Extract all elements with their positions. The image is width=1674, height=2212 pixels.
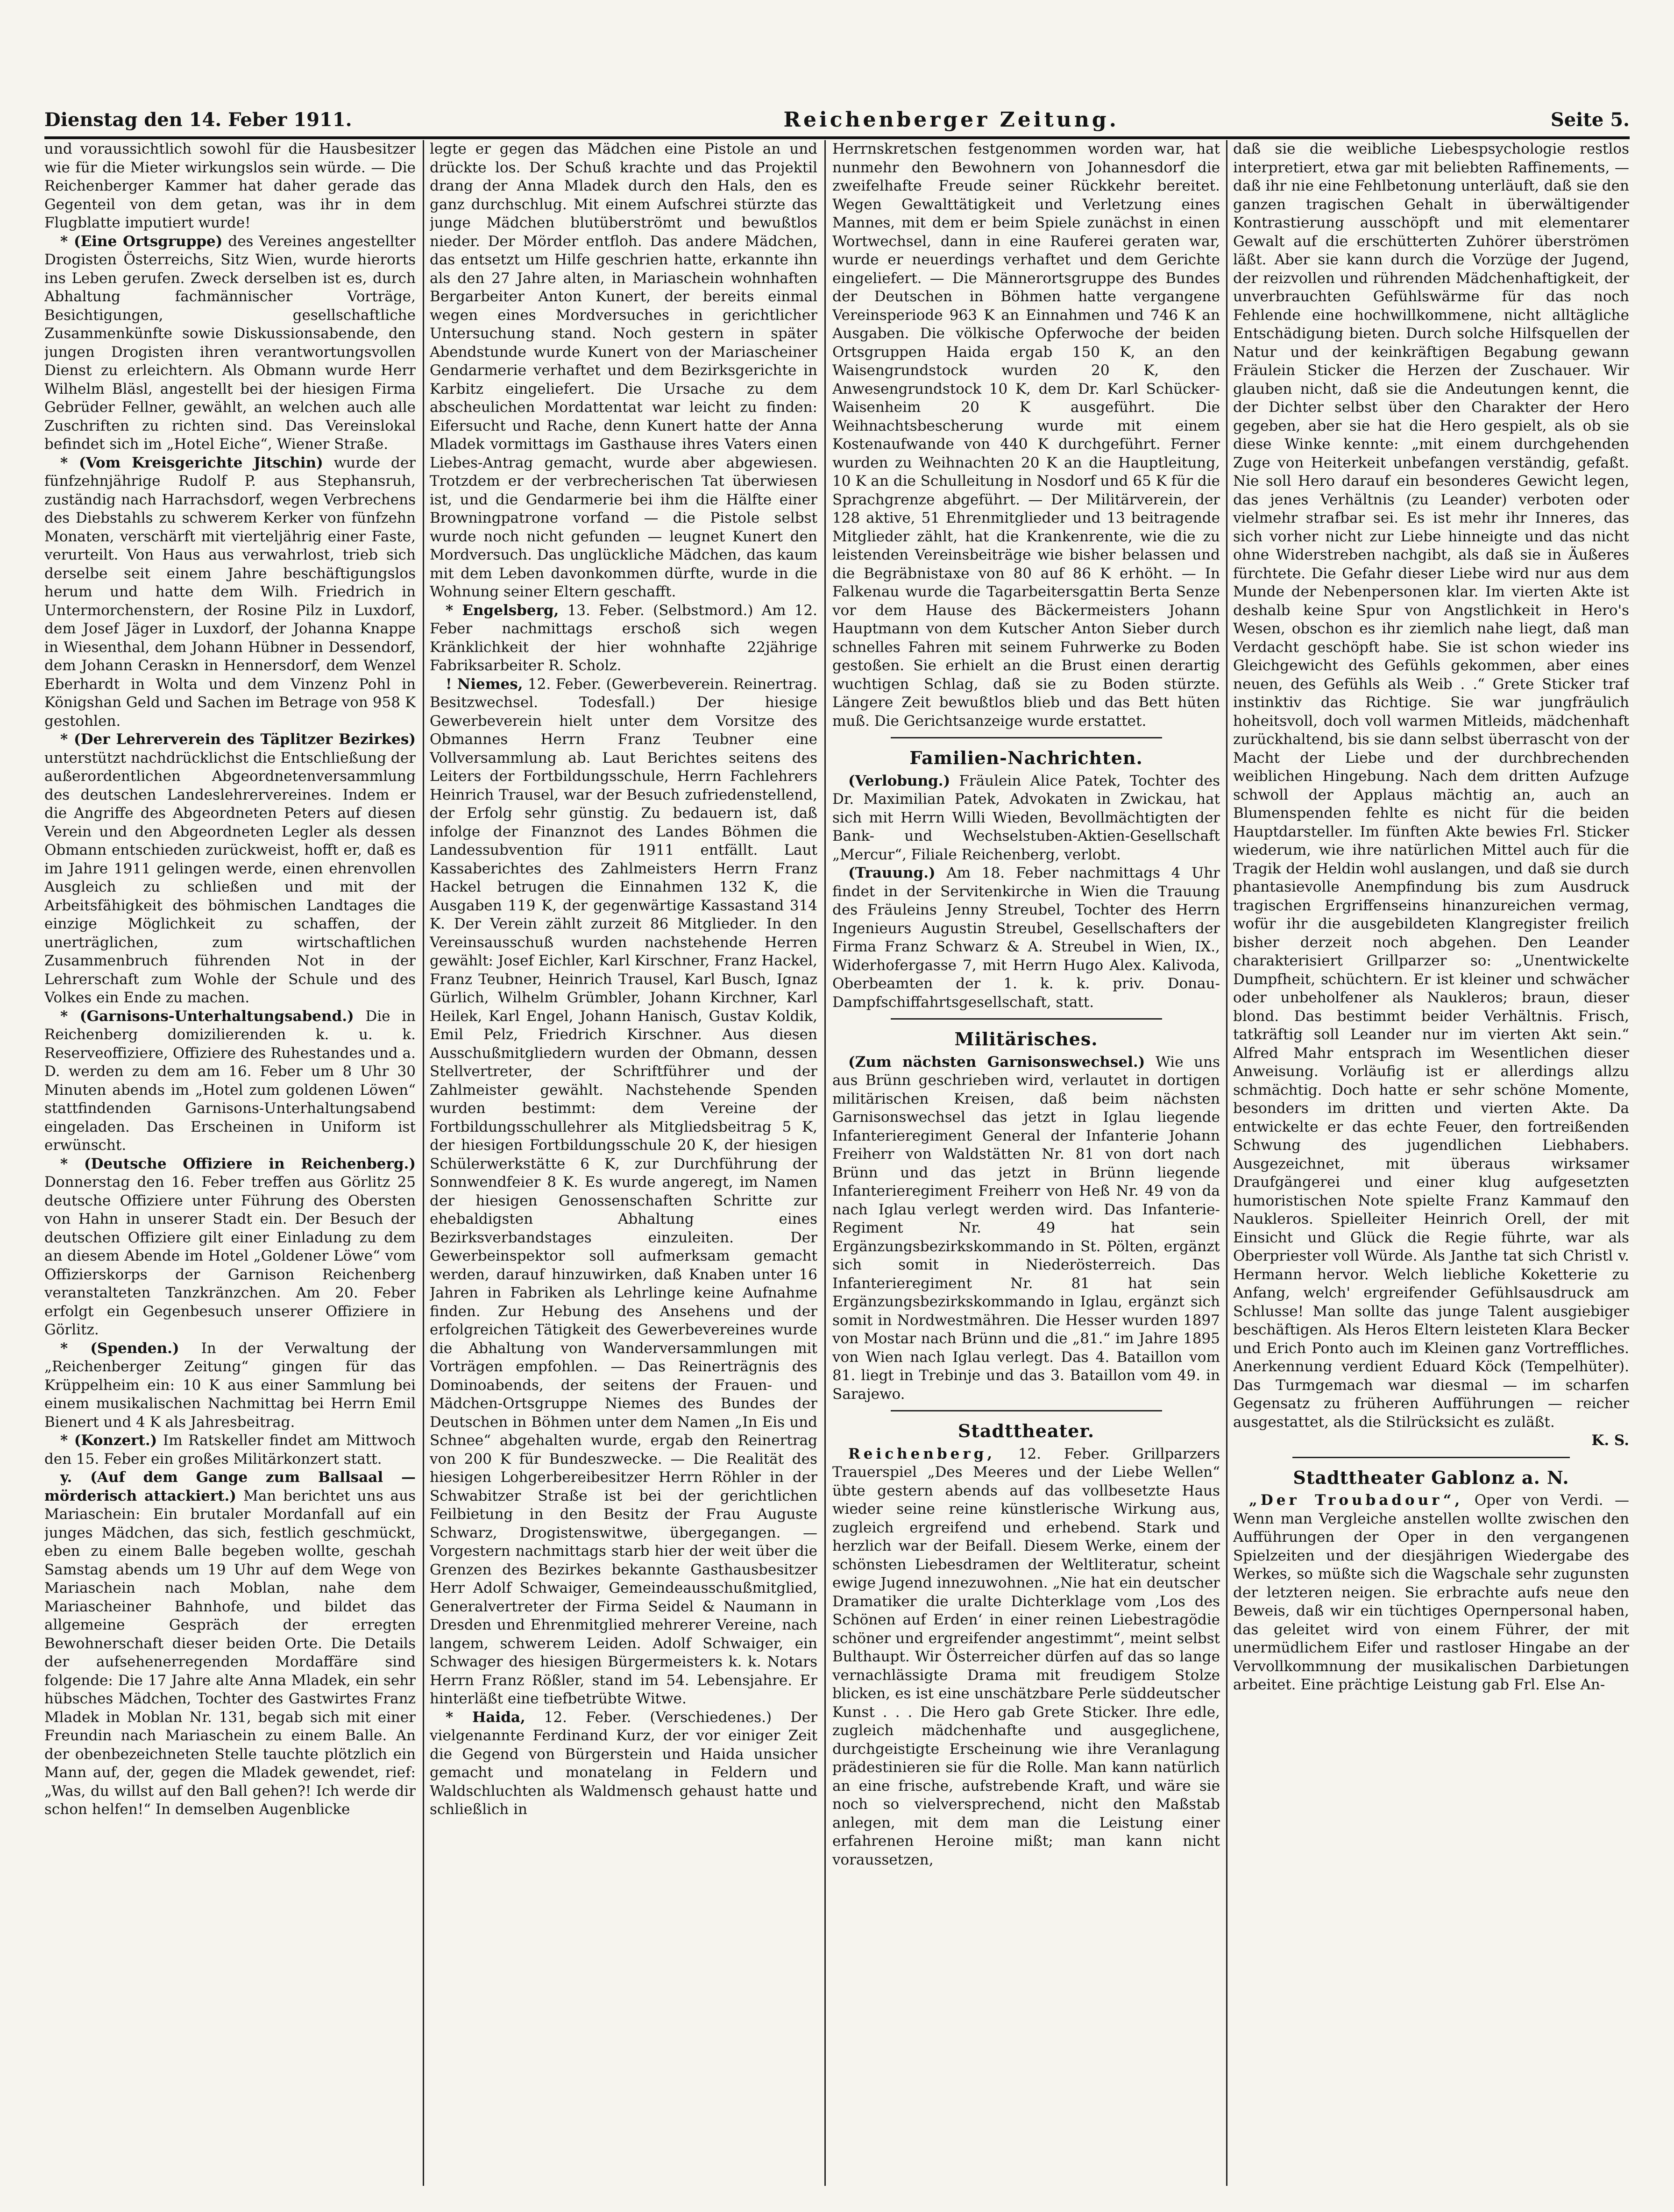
article-ballsaal	[44, 1468, 416, 1819]
article-continuation: daß sie die weibliche Liebespsychologie restlos interpretiert, etwa gar mit beliebten Raffinements, — daß ihr nie eine Fehlbetonung unterläuft, daß sie den ganzen tragischen Gehalt in überwältigender Kontrastierung ausschöpft und mit elementarer Gewalt auf die erschütterten Zuhörer überströmen läßt. Aber sie kann durch die Vorzüge der Jugend, der reizvollen und rührenden Mädchenhaftigkeit, der unverbrauchten Gefühlswärme für das noch Fehlende eine hochwillkommene, nicht alltägliche Entschädigung bieten. Durch solche Hilfsquellen der Natur und der keinkräftigen Begabung gewann Fräulein Sticker die Herzen der Zuschauer. Wir glauben nicht, daß sie die Andeutungen kennt, die der Dichter selbst über den Charakter der Hero gegeben, aber sie hat die Hero gespielt, als ob sie diese Winke kennte: „mit einem durchgehenden Zuge von Heiterkeit unbefangen verständig, gefaßt. Nie soll Hero darauf ein besonderes Gewicht legen, das jenes Verhältnis (zu Leander) verboten oder vielmehr strafbar sei. Es ist mehr ihr Inneres, das sich vorher nicht zur Liebe hinneigte und das nicht ohne Widerstreben nachgibt, als daß sie in Äußeres fürchtete. Die Gefahr dieser Liebe wird nur aus dem Munde der Nebenpersonen klar. Im vierten Akte ist deshalb keine Spur von Angstlichkeit in Hero's Wesen, obschon es ihr ziemlich nahe liegt, daß man Verdacht geschöpft habe. Sie ist schon wieder ins Gleichgewicht des Gefühls gekommen, aber eines neuen, des Gefühls als Weib . .“ Grete Sticker traf instinktiv das Richtige. Sie war jungfräulich hoheitsvoll, doch voll warmen Mitleids, mädchenhaft zurückhaltend, bis sie dann selbst überrascht von der Macht der Liebe und der durchbrechenden weiblichen Hingebung. Nach dem dritten Aufzuge schwoll der Applaus mächtig an, auch an Blumenspenden fehlte es nicht für die beiden Hauptdarsteller. Im fünften Akte bewies Frl. Sticker wiederum, wie ihre natürlichen Mittel auch für die Tragik der Heldin wohl auslangen, und daß sie durch phantasievolle Anempfindung bis zum Ausdruck tragischen Ergriffenseins hinanzureichen vermag, wofür ihr die ausgebildeten Klangregister freilich bisher derzeit noch abgehen. Den Leander charakterisiert Grillparzer so: „Unentwickelte Dumpfheit, schüchtern. Er ist kleiner und schwächer oder unbeholfener als Naukleros; braun, dieser blond. Das bestimmt beider Verhältnis. Frisch, tatkräftig soll Leander nur im vierten Akt sein.“ Alfred Mahr entsprach im Wesentlichen dieser Anweisung. Vorläufig ist er allerdings allzu schmächtig. Doch hatte er sehr schöne Momente, besonders im dritten und vierten Akte. Da entwickelte er das echte Feuer, den fortreißenden Schwung des jugendlichen Liebhabers. Ausgezeichnet, mit überaus wirksamer Draufgängerei und einer klug aufgesetzten humoristischen Note spielte Franz Kammauf den Naukleros. Spielleiter Heinrich Orell, der mit Einsicht und Glück die Regie führte, war als Oberpriester voll Würde. Als Janthe tat sich Christl v. Hermann hervor. Welch liebliche Koketterie zu Anfang, welch' ergreifender Gefühlsausdruck am Schlusse! Man sollte das junge Talent ausgiebiger beschäftigen. Als Heros Eltern leisteten Klara Becker und Erich Ponto auch im Kleinen ganz Vortreffliches. Anerkennung verdient Eduard Köck (Tempelhüter). Das Turmgemach war diesmal — im scharfen Gegensatz zu früheren Aufführungen — reicher ausgestattet, als die Stilrücksicht es zuläßt.	[1233, 141, 1629, 1431]
article-deutsche-offiziere	[44, 1155, 416, 1340]
article-trauung	[832, 864, 1220, 1012]
article-body: Man berichtet uns aus Mariaschein: Ein brutaler Mordanfall auf ein junges Mädchen, das sich, festlich geschmückt, eben zu einem Balle begeben wollte, geschah Samstag abends um 19 Uhr auf dem Wege von Mariaschein nach Moblan, nahe dem Mariascheiner Bahnhofe, und bildet das allgemeine Gespräch der erregten Bewohnerschaft dieser beiden Orte. Die Details der aufsehenerregenden Mordaffäre sind folgende: Die 17 Jahre alte Anna Mladek, ein sehr hübsches Mädchen, Tochter des Gastwirtes Franz Mladek in Moblan Nr. 131, begab sich mit einer Freundin nach Mariaschein zu einem Balle. An der obenbezeichneten Stelle tauchte plötzlich ein Mann auf, der, gegen die Mladek gewendet, rief: „Was, du willst auf den Ball gehen?! Ich werde dir schon helfen!“ In demselben Augenblicke	[44, 1487, 416, 1818]
section-rule	[891, 1410, 1162, 1411]
article-body: Oper von Verdi. — Wenn man Vergleiche anstellen wollte zwischen den Aufführungen der Oper in den vergangenen Spielzeiten und der diesjährigen Wiedergabe des Werkes, so müßte sich die Wagschale sehr zugunsten der letzteren neigen. Sie erbrachte aufs neue den Beweis, daß wir ein tüchtiges Opernpersonal haben, das geleitet wird von einem Führer, der mit unermüdlichem Eifer und rastloser Hingabe an der Vervollkommnung der musikalischen Darbietungen arbeitet. Eine prächtige Leistung gab Frl. Else An-	[1233, 1492, 1629, 1693]
article-heading: * (Deutsche Offiziere in Reichenberg.)	[60, 1155, 416, 1172]
column-2	[430, 140, 817, 2186]
section-heading-militaer: Militärisches.	[954, 1028, 1098, 1049]
article-body: Wie uns aus Brünn geschrieben wird, verlautet in dortigen militärischen Kreisen, daß beim nächsten Garnisonswechsel das jetzt in Iglau liegende Infanterieregiment General der Infanterie Johann Freiherr von Waldstätten Nr. 81 von dort nach Brünn und das jetzt in Brünn liegende Infanterieregiment Freiherr von Heß Nr. 49 von da nach Iglau verlegt werden wird. Das Infanterie-Regiment Nr. 49 hat sein Ergänzungsbezirkskommando in St. Pölten, ergänzt sich somit in Niederösterreich. Das Infanterieregiment Nr. 81 hat sein Ergänzungsbezirkskommando in Iglau, ergänzt sich somit in Nordwestmähren. Die Hesser wurden 1897 von Mostar nach Brünn und die „81.“ im Jahre 1895 von Wien nach Iglau verlegt. Das 4. Bataillon vom 81. liegt in Trebinje und das 3. Bataillon vom 49. in Sarajewo.	[832, 1053, 1220, 1403]
article-body: 13. Feber. (Selbstmord.) Am 12. Feber nachmittags erschoß sich wegen Kränklichkeit der hier wohnhafte 22jährige Fabriksarbeiter R. Scholz.	[430, 602, 817, 674]
article-heading: (Verlobung.)	[848, 772, 950, 789]
article-heading: * (Garnisons-Unterhaltungsabend.)	[60, 1007, 354, 1025]
masthead	[44, 105, 1630, 135]
article-heading: * (Spenden.)	[60, 1340, 179, 1357]
article-drogisten	[44, 233, 416, 454]
article-garnisonswechsel	[832, 1053, 1220, 1404]
column-1	[44, 140, 416, 2186]
article-heading: * (Konzert.)	[60, 1432, 157, 1449]
section-heading-gablonz: Stadttheater Gablonz a. N.	[1293, 1467, 1569, 1488]
article-lehrerverein	[44, 730, 416, 1007]
article-body: Fräulein Alice Patek, Tochter des Dr. Maximilian Patek, Advokaten in Zwickau, hat sich mit Herrn Willi Wieden, Bevollmächtigten der Bank- und Wechselstuben-Aktien-Gesellschaft „Mercur“, Filiale Reichenberg, verlobt.	[832, 772, 1220, 863]
article-continuation: legte er gegen das Mädchen eine Pistole an und drückte los. Der Schuß krachte und das Projektil drang der Anna Mladek durch den Hals, den es ganz durchschlug. Mit einem Aufschrei stürzte das junge Mädchen blutüberströmt und bewußtlos nieder. Der Mörder entfloh. Das andere Mädchen, das entsetzt um Hilfe geschrien hatte, erkannte ihn als den 27 Jahre alten, in Mariaschein wohnhaften Bergarbeiter Anton Kunert, der bereits einmal wegen eines Mordversuches in gerichtlicher Untersuchung stand. Noch gestern in später Abendstunde wurde Kunert von der Mariascheiner Gendarmerie verhaftet und dem Bezirksgerichte in Karbitz eingeliefert. Die Ursache zu dem abscheulichen Mordattentat war leicht zu finden: Eifersucht und Rache, denn Kunert hatte der Anna Mladek vormittags im Gasthause ihres Vaters einen Liebes-Antrag gemacht, wurde aber abgewiesen. Trotzdem er der verbrecherischen Tat überwiesen ist, und die Gendarmerie bei ihm die Hälfte einer Browningpatrone vorfand — die Pistole selbst wurde noch nicht gefunden — leugnet Kunert den Mordversuch. Das unglückliche Mädchen, das kaum mit dem Leben davonkommen dürfte, wurde in die Wohnung seiner Eltern geschafft.	[430, 141, 817, 600]
article-heading: (Trauung.)	[848, 865, 936, 881]
article-heading: Reichenberg,	[848, 1445, 996, 1462]
article-body: Die in Reichenberg domizilierenden k. u. k. Reserveoffiziere, Offiziere des Ruhestandes und a. D. werden zu dem am 16. Feber um 8 Uhr 30 Minuten abends im „Hotel zum goldenen Löwen“ stattfindenden Garnisons-Unterhaltungsabend eingeladen. Das Erscheinen in Uniform ist erwünscht.	[44, 1007, 416, 1154]
column-divider	[1226, 140, 1227, 2186]
section-heading-familien: Familien-Nachrichten.	[909, 747, 1143, 768]
masthead-rule	[44, 136, 1630, 139]
article-body: 12. Feber. Grillparzers Trauerspiel „Des Meeres und der Liebe Wellen“ übte gestern abends auf das vollbesetzte Haus wieder seine reine künstlerische Wirkung aus, zugleich ergreifend und erhebend. Stark und herzlich war der Beifall. Diesem Werke, einem der schönsten Liebesdramen der Weltliteratur, scheint ewige Jugend innezuwohnen. „Nie hat ein deutscher Dramatiker die uralte Dichterklage vom ‚Los des Schönen auf Erden‘ in einer reinen Liebestragödie schöner und ergreifender angestimmt“, meint selbst Bulthaupt. Wir Österreicher dürfen auf das so lange vernachlässigte Drama mit freudigem Stolze blicken, es ist eine unschätzbare Perle süddeutscher Kunst . . . Die Hero gab Grete Sticker. Ihre edle, zugleich mädchenhafte und ausgeglichene, durchgeistigte Erscheinung wie ihre Veranlagung prädestinieren sie für die Rolle. Man kann natürlich an eine frische, aufstrebende Kraft, und wäre sie noch so vielversprechend, nicht den Maßstab anlegen, mit dem man die Leistung einer erfahrenen Heroine mißt; man kann nicht voraussetzen,	[832, 1445, 1220, 1868]
article-body: 12. Feber. (Verschiedenes.) Der vielgenannte Ferdinand Kurz, der vor einiger Zeit die Gegend von Bürgerstein und Haida unsicher gemacht und monatelang in Feldern und Waldschluchten als Waldmensch gehaust hatte und schließlich in	[430, 1709, 817, 1818]
column-divider	[423, 140, 424, 2186]
article-kreisgericht	[44, 454, 416, 731]
article-heading: * Engelsberg,	[446, 602, 559, 619]
article-heading: ! Niemes,	[446, 675, 523, 693]
article-engelsberg	[430, 602, 817, 675]
article-haida	[430, 1709, 817, 1819]
issue-date: Dienstag den 14. Feber 1911.	[44, 108, 352, 131]
section-rule	[891, 737, 1162, 738]
article-body: Im Ratskeller findet am Mittwoch den 15. Feber ein großes Militärkonzert statt.	[44, 1432, 416, 1468]
article-heading: (Zum nächsten Garnisonswechsel.)	[848, 1053, 1145, 1071]
article-body: wurde der fünfzehnjährige Rudolf P. aus Stephansruh, zuständig nach Harrachsdorf, wegen Verbrechens des Diebstahls zu schwerem Kerker von fünfzehn Monaten, verschärft mit vierteljährig einer Faste, verurteilt. Von Haus aus verwahrlost, trieb sich derselbe seit einem Jahre beschäftigungslos herum und hatte dem Wilh. Friedrich in Untermorchenstern, der Rosine Pilz in Luxdorf, dem Josef Jäger in Luxdorf, der Johanna Knappe in Wiesenthal, dem Johann Hübner in Dessendorf, dem Johann Ceraskn in Hennersdorf, dem Wenzel Eberhardt in Wolta und dem Vinzenz Pohl in Königshan Geld und Sachen im Betrage von 958 K gestohlen.	[44, 454, 416, 730]
article-heading: * Haida,	[446, 1709, 525, 1726]
column-4	[1233, 140, 1629, 2186]
article-spenden	[44, 1340, 416, 1432]
page-number: Seite 5.	[1550, 108, 1630, 131]
article-heading: * (Vom Kreisgerichte Jitschin)	[60, 454, 323, 471]
article-body: In der Verwaltung der „Reichenberger Zeitung“ gingen für das Krüppelheim ein: 10 K aus einer Sammlung bei einem musikalischen Nachmittag bei Herrn Emil Bienert und 4 K als Jahresbeitrag.	[44, 1340, 416, 1431]
section-rule	[1292, 1457, 1570, 1458]
article-body: 12. Feber. (Gewerbeverein. Reinertrag. Besitzwechsel. Todesfall.) Der hiesige Gewerbeverein hielt unter dem Vorsitze des Obmannes Herrn Franz Teubner eine Vollversammlung ab. Laut Berichtes seitens des Leiters der Fortbildungsschule, Herrn Fachlehrers Heinrich Trausel, war der Besuch zufriedenstellend, der Erfolg sehr günstig. Zu bedauern ist, daß infolge der Finanznot des Landes Böhmen die Landessubvention für 1911 entfällt. Laut Kassaberichtes des Zahlmeisters Herrn Franz Hackel betrugen die Einnahmen 132 K, die Ausgaben 119 K, der gegenwärtige Kassastand 314 K. Der Verein zählt zurzeit 86 Mitglieder. In den Vereinsausschuß wurden nachstehende Herren gewählt: Josef Eichler, Karl Kirschner, Franz Hackel, Franz Teubner, Heinrich Trausel, Karl Busch, Ignaz Gürlich, Wilhelm Grümbler, Johann Kirchner, Karl Heilek, Karl Engel, Johann Hanisch, Gustav Koldik, Emil Pelz, Friedrich Kirschner. Aus diesen Ausschußmitgliedern wurden der Obmann, dessen Stellvertreter, der Schriftführer und der Zahlmeister gewählt. Nachstehende Spenden wurden bestimmt: dem Vereine der Fortbildungsschullehrer als Mitgliedsbeitrag 5 K, der hiesigen Fortbildungsschule 20 K, der hiesigen Schülerwerkstätte 6 K, zur Durchführung der Sonnwendfeier 8 K. Es wurde angeregt, im Namen der hiesigen Genossenschaften Schritte zur ehebaldigsten Abhaltung eines Bezirksverbandstages einzuleiten. Der Gewerbeinspektor soll aufmerksam gemacht werden, darauf hinzuwirken, daß Knaben unter 16 Jahren in Fabriken als Lehrlinge keine Aufnahme finden. Zur Hebung des Ansehens und der erfolgreichen Tätigkeit des Gewerbevereines wurde die Abhaltung von Wanderversammlungen mit Vorträgen empfohlen. — Das Reinerträgnis des Dominoabends, der seitens der Frauen- und Mädchen-Ortsgruppe Niemes des Bundes der Deutschen in Böhmen unter dem Namen „In Eis und Schnee“ abgehalten wurde, ergab den Reinertrag von 200 K für Bundeszwecke. — Die Realität des hiesigen Lohgerbereibesitzer Herrn Röhler in der Schwabitzer Straße ist bei der gerichtlichen Feilbietung in den Besitz der Frau Auguste Schwarz, Drogistenswitwe, übergegangen. — Vorgestern nachmittags starb hier der weit über die Grenzen des Bezirkes bekannte Gasthausbesitzer Herr Adolf Schwaiger, Gemeindeausschußmitglied, Generalvertreter der Firma Seidel & Naumann in Dresden und Ehrenmitglied mehrerer Vereine, nach langem, schwerem Leiden. Adolf Schwaiger, ein Schwager des hiesigen Bürgermeisters k. k. Notars Herrn Franz Rößler, stand im 54. Lebensjahre. Er hinterläßt eine tiefbetrübte Witwe.	[430, 675, 817, 1707]
article-garnisonsabend	[44, 1007, 416, 1155]
column-3	[832, 140, 1220, 2186]
article-body: Am 18. Feber nachmittags 4 Uhr findet in der Servitenkirche in Wien die Trauung des Fräuleins Jenny Streubel, Tochter des Herrn Ingenieurs Augustin Streubel, Gesellschafters der Firma Franz Schwarz & A. Streubel in Wien, IX., Widerhofergasse 7, mit Herrn Hugo Alex. Kalivoda, Oberbeamten der 1. k. k. priv. Donau-Dampfschiffahrtsgesellschaft, statt.	[832, 865, 1220, 1011]
column-divider	[824, 140, 826, 2186]
article-niemes	[430, 675, 817, 1709]
article-verlobung	[832, 772, 1220, 865]
article-body: unterstützt nachdrücklichst die Entschließung der außerordentlichen Abgeordnetenversammlung des deutschen Landeslehrervereines. Indem er die Angriffe des Abgeordneten Peters auf diesen Verein und den Abgeordneten Legler als dessen Obmann entschieden zurückweist, hofft er, daß es im Jahre 1911 gelingen werde, einen ehrenvollen Ausgleich zu schließen und mit der Arbeitsfähigkeit des böhmischen Landtages die einzige Möglichkeit zu schaffen, der unerträglichen, zum wirtschaftlichen Zusammenbruch führenden Not in der Lehrerschaft zum Wohle der Schule und des Volkes ein Ende zu machen.	[44, 749, 416, 1006]
article-continuation: und voraussichtlich sowohl für die Hausbesitzer wie für die Mieter wirkungslos sein würde. — Die Reichenberger Kammer hat daher gerade das Gegenteil von dem getan, was ihr in dem Flugblatte imputiert wurde!	[44, 141, 416, 231]
article-body: Donnerstag den 16. Feber treffen aus Görlitz 25 deutsche Offiziere unter Führung des Obersten von Hahn in unserer Stadt ein. Der Besuch der deutschen Offiziere gilt einer Einladung zu dem an diesem Abende im Hotel „Goldener Löwe“ vom Offizierskorps der Garnison Reichenberg veranstalteten Tanzkränzchen. Am 20. Feber erfolgt ein Gegenbesuch unserer Offiziere in Görlitz.	[44, 1174, 416, 1338]
author-signature: K. S.	[1591, 1432, 1629, 1449]
article-heading: y. (Auf dem Gange zum Ballsaal — mörderisch attackiert.)	[44, 1469, 416, 1504]
article-theater-review	[832, 1445, 1220, 1870]
article-continuation: Herrnskretschen festgenommen worden war, hat nunmehr den Bewohnern von Johannesdorf die zweifelhafte Freude seiner Rückkehr bereitet. Wegen Gewalttätigkeit und Verletzung eines Mannes, mit dem er beim Spiele zunächst in einen Wortwechsel, dann in eine Rauferei geraten war, wurde er neuerdings verhaftet und dem Gerichte eingeliefert. — Die Männerortsgruppe des Bundes der Deutschen in Böhmen hatte vergangene Vereinsperiode 963 K an Einnahmen und 746 K an Ausgaben. Die völkische Opferwoche der beiden Ortsgruppen Haida ergab 150 K, an den Waisengrundstock wurden 20 K, den Anwesengrundstock 10 K, dem Dr. Karl Schücker-Waisenheim 20 K ausgeführt. Die Weihnachtsbescherung wurde mit einem Kostenaufwande von 440 K durchgeführt. Ferner wurden zu Weihnachten 20 K an die Hauptleitung, 10 K an die Schulleitung in Nosdorf und 65 K für die Sprachgrenze abgeführt. — Der Militärverein, der 128 aktive, 51 Ehrenmitglieder und 13 beitragende Mitglieder zählt, hat die Krankenrente, wie die zu leistenden Vereinsbeiträge wie bisher belassen und die Begräbnistaxe von 80 auf 86 K erhöht. — In Falkenau wurde die Tagarbeitersgattin Berta Senze vor dem Hause des Bäckermeisters Johann Hauptmann von dem Kutscher Anton Sieber durch schnelles Fahren mit seinem Fuhrwerke zu Boden gestoßen. Sie erhielt an die Brust einen derartig wuchtigen Schlag, daß sie zu Boden stürzte. Längere Zeit bewußtlos blieb und das Bett hüten muß. Die Gerichtsanzeige wurde erstattet.	[832, 141, 1220, 730]
section-heading-stadttheater: Stadttheater.	[958, 1420, 1095, 1441]
article-heading: * (Eine Ortsgruppe)	[60, 233, 223, 250]
article-konzert	[44, 1432, 416, 1468]
article-heading: „Der Troubadour“,	[1249, 1492, 1463, 1509]
article-body: des Vereines angestellter Drogisten Österreichs, Sitz Wien, wurde hierorts ins Leben gerufen. Zweck derselben ist es, durch Abhaltung fachmännischer Vorträge, Besichtigungen, gesellschaftliche Zusammenkünfte sowie Diskussionsabende, den jungen Drogisten ihren verantwortungsvollen Dienst zu erleichtern. Als Obmann wurde Herr Wilhelm Bläsl, angestellt bei der hiesigen Firma Gebrüder Fellner, gewählt, an welchen auch alle Zuschriften zu richten sind. Das Vereinslokal befindet sich im „Hotel Eiche“, Wiener Straße.	[44, 233, 416, 453]
section-rule	[891, 1018, 1162, 1020]
article-troubadour	[1233, 1491, 1629, 1694]
newspaper-title: Reichenberger Zeitung.	[783, 107, 1119, 132]
article-heading: * (Der Lehrerverein des Täplitzer Bezirkes)	[60, 731, 416, 748]
